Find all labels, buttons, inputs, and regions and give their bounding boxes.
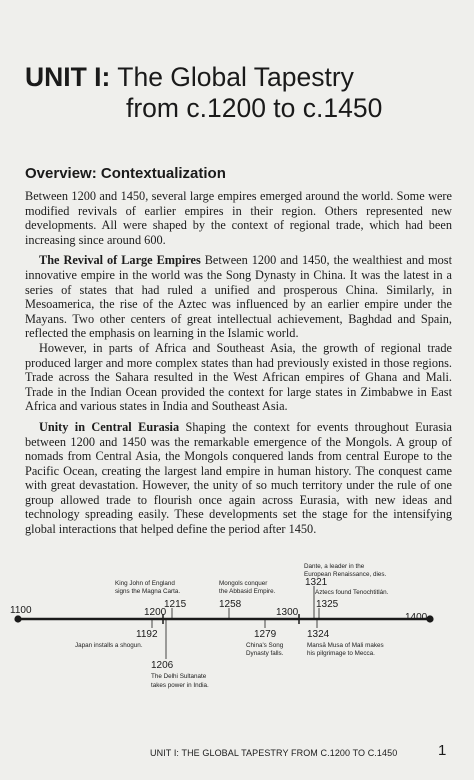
paragraph-regional-trade: However, in parts of Africa and Southeast Asia, the growth of regional trade produced larger and more complex states than had previously existed in those regions. Trade across the Sahara resulted in the West African empires of Ghana and Mali. Trade in the Indian Ocean provided the context for large states in Zimbabwe in East Africa and various states in India and Southeast Asia. <box>25 340 452 414</box>
overview-heading: Overview: Contextualization <box>25 165 226 182</box>
tick-label-1200: 1200 <box>144 607 167 618</box>
unit-title <box>25 62 465 124</box>
event-1279-year: 1279 <box>254 629 277 640</box>
event-1321-text-1: Dante, a leader in the <box>304 563 365 570</box>
event-1324-text-2: his pilgrimage to Mecca. <box>307 650 375 657</box>
event-1279-text-1: China's Song <box>246 642 284 649</box>
event-1258-year: 1258 <box>219 599 242 610</box>
event-1206-text-2: takes power in India. <box>151 682 209 689</box>
body-text <box>25 189 452 543</box>
paragraph-revival <box>25 253 452 341</box>
event-1192-text: Japan installs a shogun. <box>75 642 143 649</box>
paragraph-intro: Between 1200 and 1450, several large empires emerged around the world. Some were modified revivals of earlier empires in their region. Others represented new developments. All were shaped by the context of regional trade, which had been increasing since around 600. <box>25 189 452 247</box>
timeline-start-dot <box>14 615 21 622</box>
unit-label: UNIT I: <box>25 62 111 92</box>
event-1215-text-2: signs the Magna Carta. <box>115 588 181 595</box>
run-in-heading-eurasia: Unity in Central Eurasia <box>39 419 180 434</box>
event-1325-text: Aztecs found Tenochtitlán. <box>315 589 389 596</box>
running-footer: UNIT I: THE GLOBAL TAPESTRY FROM C.1200 TO C.1450 <box>150 748 398 758</box>
event-1215-year: 1215 <box>164 599 187 610</box>
paragraph-eurasia <box>25 420 452 537</box>
event-1321-year: 1321 <box>305 577 328 588</box>
event-1206-year: 1206 <box>151 660 174 671</box>
event-1324-text-1: Mansā Musa of Mali makes <box>307 642 384 649</box>
event-1206-text-1: The Delhi Sultanate <box>151 673 207 680</box>
timeline-end-label: 1400 <box>405 612 428 623</box>
timeline-start-label: 1100 <box>10 605 32 616</box>
event-1258-text-1: Mongols conquer <box>219 580 268 587</box>
paragraph-revival-text: Between 1200 and 1450, the wealthiest and most innovative empire in the world was the Song Dynasty in China. It was the latest in a series of states that had ruled a unified and prosperous China. Similarly, in Mesoamerica, the rise of the Aztec was influenced by an earlier empire under the Mayans. Two other centers of great intellectual achievement, Baghdad and Spain, reflected the emphasis on learning in the Islamic world. <box>25 253 452 341</box>
event-1324-year: 1324 <box>307 629 330 640</box>
unit-title-line-2: from c.1200 to c.1450 <box>126 93 383 123</box>
event-1258-text-2: the Abbasid Empire. <box>219 588 276 595</box>
run-in-heading-revival: The Revival of Large Empires <box>39 253 201 268</box>
event-1321-text-2: European Renaissance, dies. <box>304 571 387 578</box>
event-1192-year: 1192 <box>136 629 158 640</box>
event-1325-year: 1325 <box>316 599 339 610</box>
page-number: 1 <box>438 742 447 759</box>
paragraph-eurasia-text: Shaping the context for events throughout Eurasia between 1200 and 1450 was the remarkable emergence of the Mongols. A group of nomads from Central Asia, the Mongols conquered lands from central Europe to the Pacific Ocean, creating the largest land empire in human history. The conquest came with great devastation. However, the unity of so much territory under the rule of one group allowed trade to flourish once again across Eurasia, with new ideas and technology spreading easily. These developments set the stage for the intensifying global interactions that helped define the period after 1450. <box>25 419 453 537</box>
tick-label-1300: 1300 <box>276 607 299 618</box>
event-1215-text-1: King John of England <box>115 580 175 587</box>
unit-title-line-1 <box>25 62 465 93</box>
event-1279-text-2: Dynasty falls. <box>246 650 284 657</box>
timeline-end-dot <box>426 615 433 622</box>
timeline <box>0 560 474 700</box>
unit-title-text-1: The Global Tapestry <box>117 62 354 92</box>
